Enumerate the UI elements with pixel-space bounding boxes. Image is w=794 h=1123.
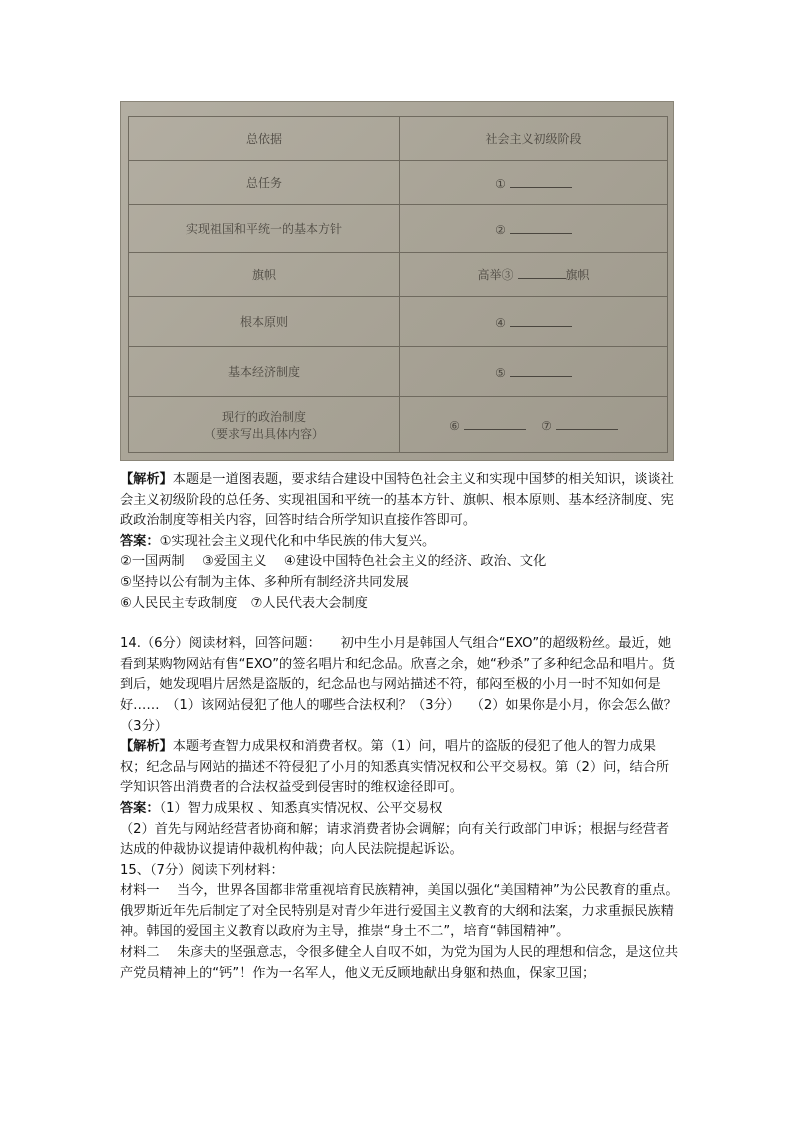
stage-table (128, 116, 668, 453)
table-cell (400, 253, 668, 297)
table-cell (129, 397, 400, 453)
table-cell: 旗帜 (129, 253, 400, 297)
answer-line: ⑥人民民主专政制度 ⑦人民代表大会制度 (120, 595, 368, 611)
analysis-text: 本题是一道图表题，要求结合建设中国特色社会主义和实现中国梦的相关知识，谈谈社会主义初级阶段的总任务、实现祖国和平统一的基本方针、旗帜、根本原则、基本经济制度、宪政政治制度等相关内容，回答时结合所学知识直接作答即可。 (120, 472, 674, 529)
q15-material-1: 材料一 当今，世界各国都非常重视培育民族精神，美国以强化“美国精神”为公民教育的重点。俄罗斯近年先后制定了对全民特别是对青少年进行爱国主义教育的大纲和法案，力求重振民族精神。韩国的爱国主义教育以政府为主导，推崇“身土不二”，培育“韩国精神”。 (120, 883, 679, 940)
answer-blank (510, 364, 572, 377)
analysis-text: 本题考查智力成果权和消费者权。第（1）问，唱片的盗版的侵犯了他人的智力成果权；纪念品与网站的描述不符侵犯了小月的知悉真实情况权和公平交易权。第（2）问，结合所学知识答出消费者的合法权益受到侵害时的维权途径即可。 (120, 739, 670, 796)
answer-blank (510, 314, 572, 327)
answer-blank (518, 266, 566, 279)
table-photo (120, 101, 674, 461)
table-cell: 基本经济制度 (129, 347, 400, 397)
table-cell: 总任务 (129, 161, 400, 205)
answer-text: （1）智力成果权 、知悉真实情况权、公平交易权 (159, 800, 443, 816)
q14-answer (120, 799, 680, 820)
answer-blank (510, 221, 572, 234)
blank-number: ⑥ (449, 418, 460, 433)
table-row (129, 397, 668, 453)
table-row (129, 117, 668, 161)
q15-material-2: 材料二 朱彦夫的坚强意志，令很多健全人自叹不如，为党为国为人民的理想和信念，是这位共产党员精神上的“钙”！作为一名军人，他义无反顾地献出身躯和热血，保家卫国； (120, 945, 679, 981)
blank-number: ② (495, 222, 506, 237)
q13-analysis (120, 470, 680, 532)
answer-blank (556, 417, 618, 430)
table-row (129, 253, 668, 297)
table-cell (400, 205, 668, 253)
table-cell (400, 347, 668, 397)
table-row (129, 161, 668, 205)
table-cell (400, 397, 668, 453)
answer-label: 答案： (120, 800, 160, 816)
table-row (129, 205, 668, 253)
table-row (129, 347, 668, 397)
answer-blank (464, 417, 526, 430)
blank-number: ④ (495, 315, 506, 330)
cell-line: （要求写出具体内容） (203, 426, 324, 441)
cell-line: 现行的政治制度 (221, 409, 306, 424)
answer-label: 答案： (120, 533, 160, 549)
table-row (129, 297, 668, 347)
blank-number: ⑤ (495, 365, 506, 380)
q13-answer (120, 532, 680, 553)
table-cell (400, 161, 668, 205)
table-cell (400, 297, 668, 347)
blank-prefix: 高举③ (477, 268, 514, 282)
q14-question: 14.（6分）阅读材料，回答问题： 初中生小月是韩国人气组合“EXO”的超级粉丝。最近，她看到某购物网站有售“EXO”的签名唱片和纪念品。欣喜之余，她“秒杀”了多种纪念品和唱片。货到后，她发现唱片居然是盗版的，纪念品也与网站描述不符，郁闷至极的小月一时不知如何是好…… （1）该网站侵犯了他人的哪些合法权利？（3分） （2）如果你是小月，你会怎么做？（3分） (120, 636, 677, 734)
answer-text: ①实现社会主义现代化和中华民族的伟大复兴。 (159, 533, 436, 549)
analysis-label: 【解析】 (120, 739, 173, 755)
table-cell: 根本原则 (129, 297, 400, 347)
blank-suffix: 旗帜 (565, 268, 590, 282)
document-body (120, 470, 680, 984)
q14-analysis (120, 737, 680, 799)
answer-blank (510, 175, 572, 188)
table-cell: 实现祖国和平统一的基本方针 (129, 205, 400, 253)
blank-number: ① (495, 176, 506, 191)
answer-line: ②一国两制 ③爱国主义 ④建设中国特色社会主义的经济、政治、文化 (120, 554, 547, 570)
answer-line: ⑤坚持以公有制为主体、多种所有制经济共同发展 (120, 574, 409, 590)
answer-line: （2）首先与网站经营者协商和解；请求消费者协会调解；向有关行政部门申诉；根据与经营者达成的仲裁协议提请仲裁机构仲裁；向人民法院提起诉讼。 (120, 821, 670, 858)
q15-question: 15、（7分）阅读下列材料： (120, 862, 284, 878)
analysis-label: 【解析】 (120, 472, 173, 487)
table-cell: 社会主义初级阶段 (400, 117, 668, 161)
table-cell: 总依据 (129, 117, 400, 161)
blank-number: ⑦ (541, 418, 552, 433)
